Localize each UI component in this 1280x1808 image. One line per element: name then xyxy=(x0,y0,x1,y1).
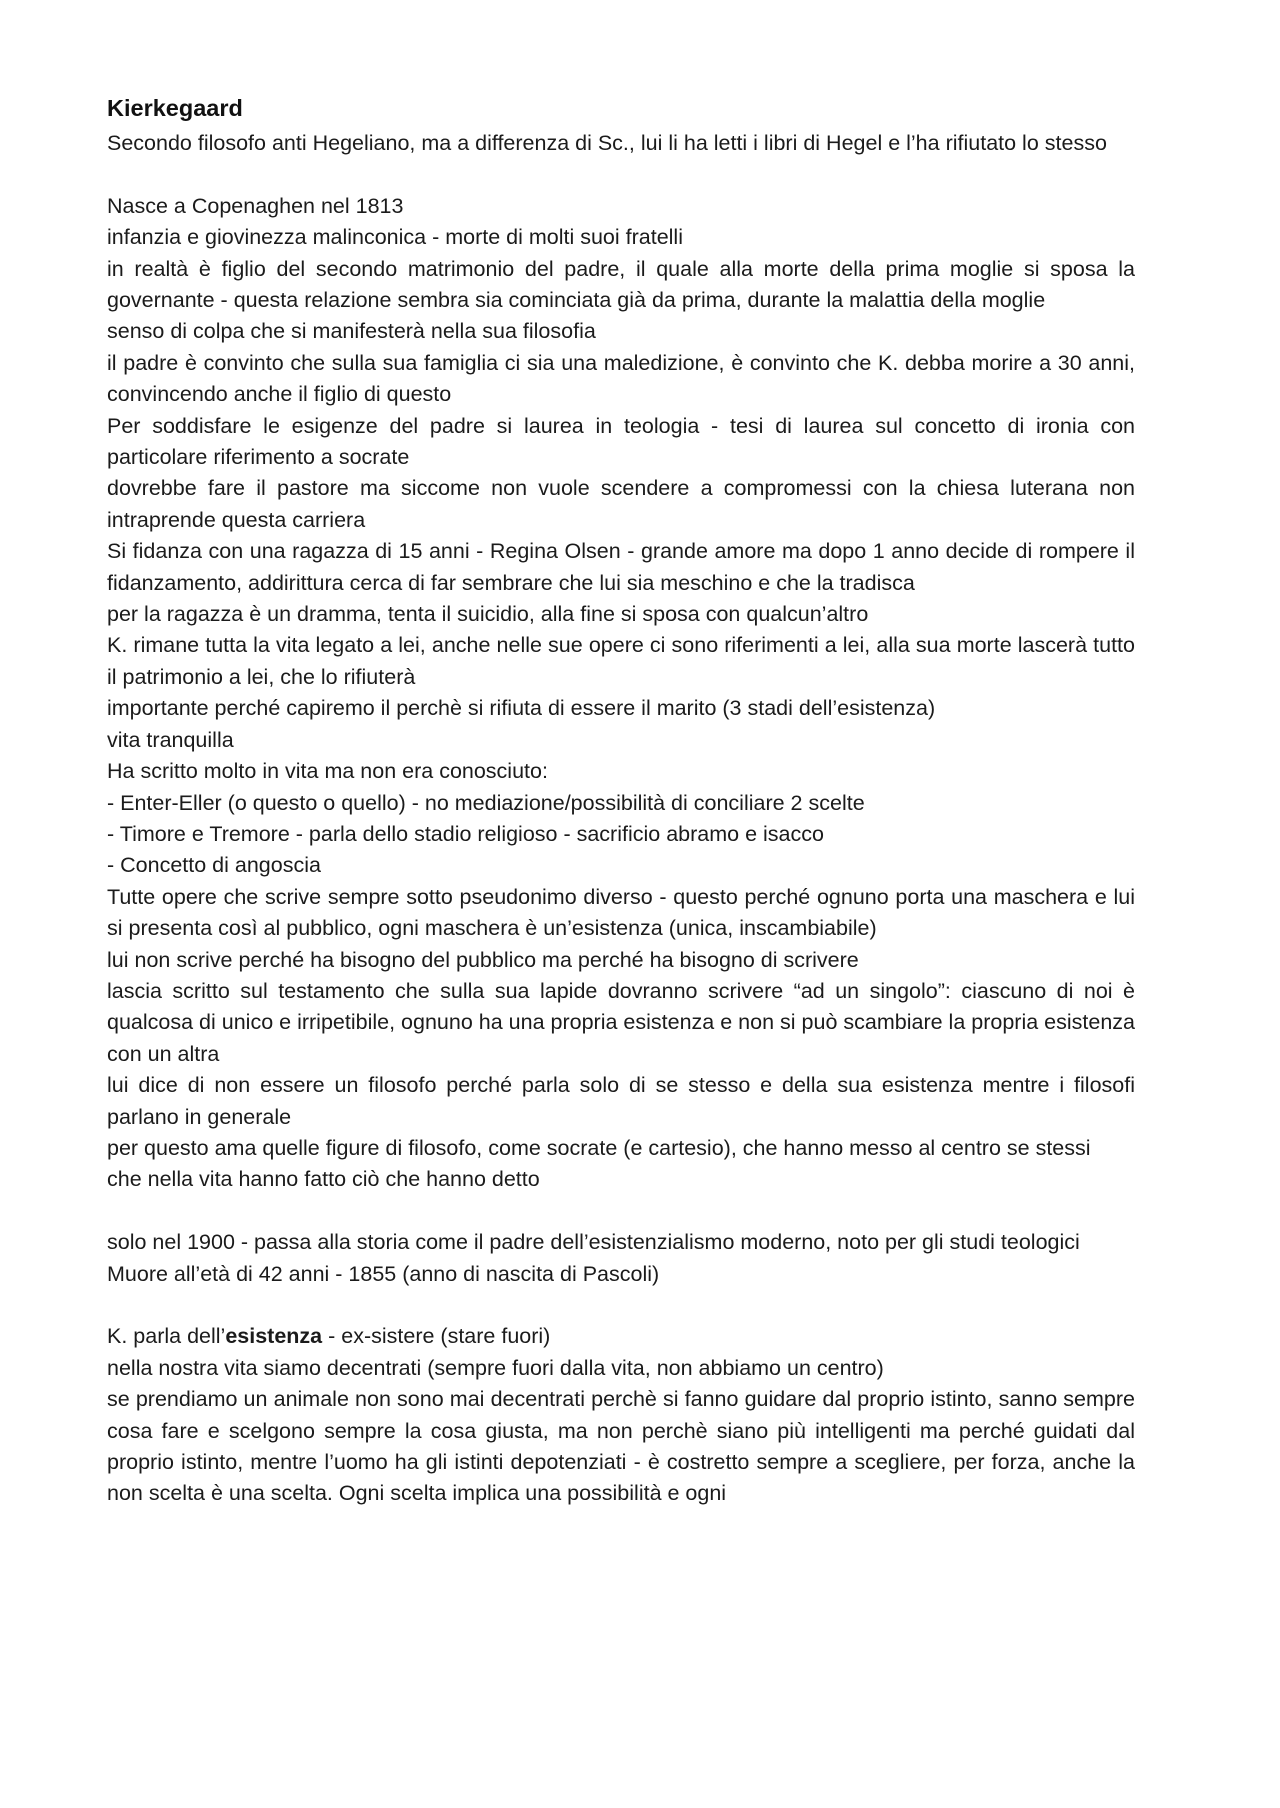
existence-heading-line xyxy=(107,1321,1135,1352)
text-line: se prendiamo un animale non sono mai decentrati perchè si fanno guidare dal proprio istinto, sanno sempre cosa fare e scelgono sempre la cosa giusta, ma non perchè siano più intelligenti ma perché guidati dal proprio istinto, mentre l’uomo ha gli istinti depotenziati - è costretto sempre a scegliere, per forza, anche la non scelta è una scelta. Ogni scelta implica una possibilità e ogni xyxy=(107,1387,1135,1506)
spacer xyxy=(107,1290,1135,1321)
text-line: Tutte opere che scrive sempre sotto pseudonimo diverso - questo perché ognuno porta una maschera e lui si presenta così al pubblico, ogni maschera è un’esistenza (unica, inscambiabile) xyxy=(107,884,1135,941)
text-line: infanzia e giovinezza malinconica - morte di molti suoi fratelli xyxy=(107,225,683,250)
text-line: il padre è convinto che sulla sua famiglia ci sia una maledizione, è convinto che K. debba morire a 30 anni, convincendo anche il figlio di questo xyxy=(107,350,1135,407)
text-line: senso di colpa che si manifesterà nella sua filosofia xyxy=(107,319,596,344)
list-item: - Concetto di angoscia xyxy=(107,853,321,878)
text-line: K. rimane tutta la vita legato a lei, anche nelle sue opere ci sono riferimenti a lei, alla sua morte lascerà tutto il patrimonio a lei, che lo rifiuterà xyxy=(107,633,1135,689)
text-line: in realtà è figlio del secondo matrimonio del padre, il quale alla morte della prima moglie si sposa la governante - questa relazione sembra sia cominciata già da prima, durante la malattia della moglie xyxy=(107,256,1135,313)
biography-section xyxy=(107,191,1135,1196)
existence-keyword: esistenza xyxy=(225,1324,323,1349)
intro-paragraph: Secondo filosofo anti Hegeliano, ma a differenza di Sc., lui li ha letti i libri di Hegel e l’ha rifiutato lo stesso xyxy=(107,131,1107,155)
text-line: che nella vita hanno fatto ciò che hanno detto xyxy=(107,1167,540,1192)
list-item: - Enter-Eller (o questo o quello) - no mediazione/possibilità di conciliare 2 scelte xyxy=(107,790,865,815)
spacer xyxy=(107,1196,1135,1227)
text-line: lascia scritto sul testamento che sulla sua lapide dovranno scrivere “ad un singolo”: ciascuno di noi è qualcosa di unico e irripetibile, ognuno ha una propria esistenza e non si può scambiare la propria esistenza con un altra xyxy=(107,978,1135,1066)
text-line: vita tranquilla xyxy=(107,727,234,752)
existence-section xyxy=(107,1321,1135,1509)
existence-suffix: - ex-sistere (stare fuori) xyxy=(322,1324,551,1349)
legacy-section xyxy=(107,1227,1135,1290)
document-body xyxy=(107,88,1135,1510)
text-line: Nasce a Copenaghen nel 1813 xyxy=(107,193,404,218)
text-line: solo nel 1900 - passa alla storia come il padre dell’esistenzialismo moderno, noto per gli studi teologici xyxy=(107,1230,1080,1255)
text-line: Ha scritto molto in vita ma non era conosciuto: xyxy=(107,759,548,784)
spacer xyxy=(107,159,1135,190)
text-line: dovrebbe fare il pastore ma siccome non vuole scendere a compromessi con la chiesa luterana non intraprende questa carriera xyxy=(107,476,1135,532)
text-line: lui non scrive perché ha bisogno del pubblico ma perché ha bisogno di scrivere xyxy=(107,947,859,972)
list-item: - Timore e Tremore - parla dello stadio religioso - sacrificio abramo e isacco xyxy=(107,821,824,846)
text-line: Per soddisfare le esigenze del padre si laurea in teologia - tesi di laurea sul concetto di ironia con particolare riferimento a socrate xyxy=(107,413,1135,470)
page-title: Kierkegaard xyxy=(107,95,243,121)
text-line: nella nostra vita siamo decentrati (sempre fuori dalla vita, non abbiamo un centro) xyxy=(107,1355,884,1380)
text-line: per la ragazza è un dramma, tenta il suicidio, alla fine si sposa con qualcun’altro xyxy=(107,602,869,627)
text-line: Si fidanza con una ragazza di 15 anni - Regina Olsen - grande amore ma dopo 1 anno decide di rompere il fidanzamento, addirittura cerca di far sembrare che lui sia meschino e che la tradisca xyxy=(107,539,1135,595)
text-line: per questo ama quelle figure di filosofo, come socrate (e cartesio), che hanno messo al centro se stessi xyxy=(107,1135,1091,1160)
text-line: importante perché capiremo il perchè si rifiuta di essere il marito (3 stadi dell’esistenza) xyxy=(107,696,936,721)
text-line: lui dice di non essere un filosofo perché parla solo di se stesso e della sua esistenza mentre i filosofi parlano in generale xyxy=(107,1073,1135,1129)
text-line: Muore all’età di 42 anni - 1855 (anno di nascita di Pascoli) xyxy=(107,1261,660,1286)
existence-prefix: K. parla dell’ xyxy=(107,1324,226,1349)
